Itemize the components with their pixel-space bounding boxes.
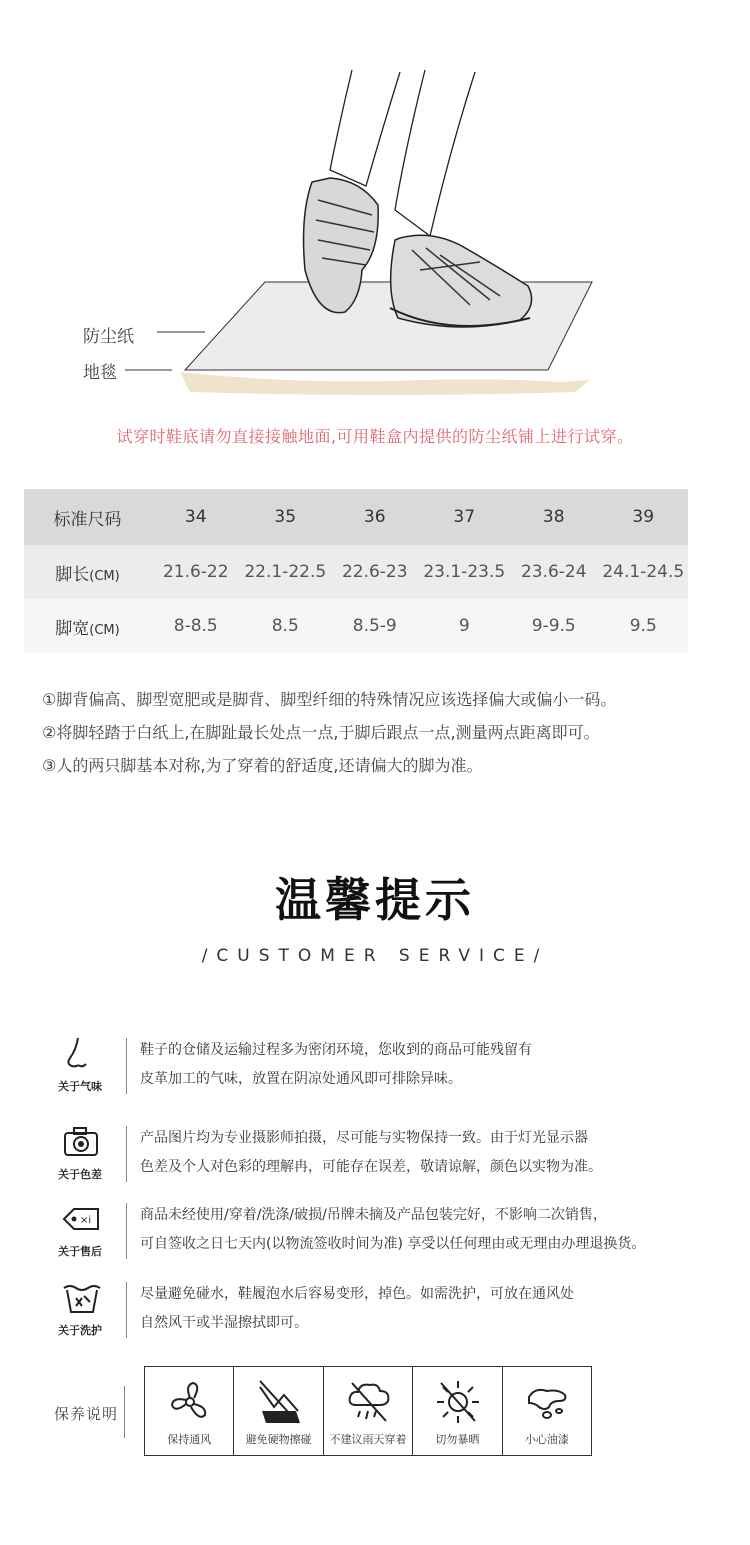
size-cell: 36 bbox=[363, 507, 386, 527]
table-cell: 9.5 bbox=[629, 616, 657, 636]
tips-subtitle: /CUSTOMER SERVICE/ bbox=[201, 946, 549, 966]
care-item bbox=[145, 1367, 234, 1455]
care-icons-box bbox=[144, 1366, 592, 1456]
table-row bbox=[24, 599, 688, 653]
tip-divider bbox=[126, 1282, 127, 1338]
size-cell: 34 bbox=[184, 507, 207, 527]
table-cell: 8.5 bbox=[271, 616, 299, 636]
tip-text: 鞋子的仓储及运输过程多为密闭环境，您收到的商品可能残留有 皮革加工的气味，放置在阴凉处通风即可排除异味。 bbox=[140, 1042, 532, 1087]
care-item bbox=[324, 1367, 413, 1455]
header-label: 标准尺码 bbox=[53, 509, 122, 530]
tip-aftersale bbox=[40, 1201, 740, 1265]
tips-title: 温馨提示 bbox=[275, 873, 475, 927]
fan-icon bbox=[167, 1377, 213, 1427]
tip-text: 尽量避免碰水，鞋履泡水后容易变形，掉色。如需洗护，可放在通风处 自然风干或半湿擦拭即可。 bbox=[140, 1286, 574, 1331]
care-caption: 切勿暴晒 bbox=[435, 1433, 480, 1446]
tip-divider bbox=[126, 1203, 127, 1259]
right-shoe bbox=[391, 235, 532, 327]
size-notes bbox=[42, 683, 742, 782]
care-item bbox=[234, 1367, 323, 1455]
shoe-tryon-illustration bbox=[0, 0, 750, 400]
no-hard-object-icon bbox=[256, 1377, 302, 1427]
care-label: 保养说明 bbox=[54, 1405, 119, 1423]
table-cell: 22.1-22.5 bbox=[244, 562, 327, 582]
carpet-label: 地毯 bbox=[83, 363, 117, 383]
tip-caption: 关于售后 bbox=[58, 1245, 102, 1258]
table-cell: 22.6-23 bbox=[341, 562, 408, 582]
nose-icon bbox=[62, 1036, 98, 1076]
row-label: 脚长(CM) bbox=[55, 564, 120, 585]
size-cell: 38 bbox=[542, 507, 565, 527]
fit-note: 试穿时鞋底请勿直接接触地面,可用鞋盒内提供的防尘纸铺上进行试穿。 bbox=[116, 427, 634, 446]
care-caption: 避免硬物擦碰 bbox=[245, 1433, 312, 1446]
table-cell: 23.6-24 bbox=[520, 562, 587, 582]
row-label: 脚宽(CM) bbox=[55, 618, 120, 639]
table-cell: 9 bbox=[458, 616, 470, 636]
camera-icon bbox=[62, 1124, 102, 1160]
table-row bbox=[24, 545, 688, 599]
care-item bbox=[503, 1367, 591, 1455]
table-cell: 8-8.5 bbox=[173, 616, 218, 636]
care-caption: 不建议雨天穿着 bbox=[329, 1433, 407, 1446]
table-cell: 21.6-22 bbox=[162, 562, 229, 582]
size-cell: 39 bbox=[632, 507, 655, 527]
tip-text: 产品图片均为专业摄影师拍摄，尽可能与实物保持一致。由于灯光显示器 色差及个人对色彩的理解冉，可能存在误差，敬请谅解，颜色以实物为准。 bbox=[140, 1130, 602, 1175]
tip-caption: 关于气味 bbox=[58, 1080, 102, 1093]
svg-text:×i: ×i bbox=[80, 1215, 92, 1226]
tip-color bbox=[40, 1124, 740, 1188]
size-table-header bbox=[24, 489, 688, 545]
care-divider bbox=[124, 1386, 125, 1438]
tag-icon bbox=[62, 1201, 102, 1237]
tip-smell bbox=[40, 1036, 740, 1100]
note-line: ①脚背偏高、脚型宽肥或是脚背、脚型纤细的特殊情况应该选择偏大或偏小一码。 bbox=[42, 690, 617, 709]
note-line: ②将脚轻踏于白纸上,在脚趾最长处点一点,于脚后跟点一点,测量两点距离即可。 bbox=[42, 723, 600, 742]
no-sun-icon bbox=[435, 1377, 481, 1427]
care-item bbox=[413, 1367, 502, 1455]
tip-text: 商品未经使用/穿着/洗涤/破损/吊牌未摘及产品包装完好，不影响二次销售， 可自签收之日七天内(以物流签收时间为准) 享受以任何理由或无理由办理退换货。 bbox=[140, 1207, 646, 1252]
no-rain-icon bbox=[346, 1377, 392, 1427]
oil-icon bbox=[525, 1377, 571, 1427]
tip-divider bbox=[126, 1126, 127, 1182]
table-cell: 24.1-24.5 bbox=[602, 562, 685, 582]
dust-paper-label: 防尘纸 bbox=[83, 327, 134, 347]
table-cell: 9-9.5 bbox=[531, 616, 576, 636]
tip-caption: 关于洗护 bbox=[58, 1324, 102, 1337]
carpet-shape bbox=[180, 372, 590, 395]
table-cell: 23.1-23.5 bbox=[423, 562, 506, 582]
wash-icon bbox=[62, 1280, 102, 1316]
size-table bbox=[24, 489, 688, 653]
tip-washing bbox=[40, 1280, 740, 1344]
table-cell: 8.5-9 bbox=[352, 616, 397, 636]
size-cell: 35 bbox=[274, 507, 297, 527]
tip-caption: 关于色差 bbox=[58, 1168, 102, 1181]
size-cell: 37 bbox=[453, 507, 476, 527]
care-caption: 保持通风 bbox=[167, 1433, 212, 1446]
care-caption: 小心油漆 bbox=[524, 1433, 569, 1446]
tip-divider bbox=[126, 1038, 127, 1094]
note-line: ③人的两只脚基本对称,为了穿着的舒适度,还请偏大的脚为准。 bbox=[42, 756, 483, 775]
